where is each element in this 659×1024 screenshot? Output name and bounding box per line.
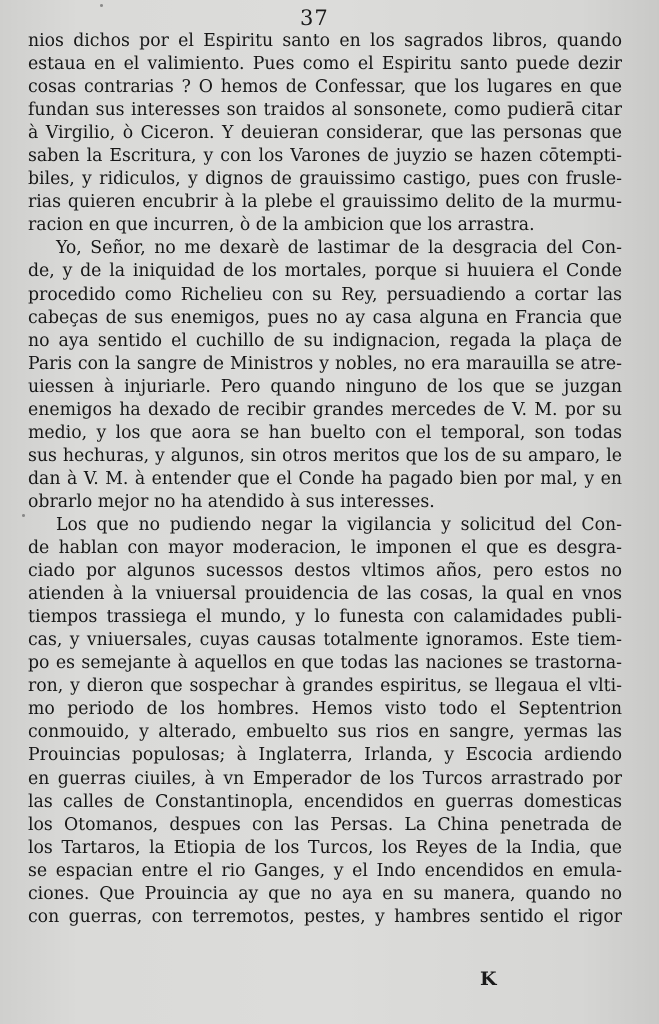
text-line: los Otomanos, despues con las Persas. La China penetrada de: [28, 814, 622, 835]
text-line: en guerras ciuiles, à vn Emperador de los Turcos arrastrado por: [28, 768, 622, 789]
text-line: se espacian entre el rio Ganges, y el Indo encendidos en emula-: [28, 860, 622, 881]
text-line: ron, y dieron que sospechar à grandes espiritus, se llegaua el vlti-: [28, 676, 622, 697]
text-line: con guerras, con terremotos, pestes, y hambres sentido el rigor: [28, 906, 622, 927]
text-line: enemigos ha dexado de recibir grandes mercedes de V. M. por su: [28, 399, 622, 420]
text-line: rias quieren encubrir à la plebe el grauissimo delito de la murmu-: [28, 192, 622, 213]
paper-speck: [22, 514, 25, 517]
text-line: sus hechuras, y algunos, sin otros meritos que los de su amparo, le: [28, 445, 622, 466]
text-line: cabeças de sus enemigos, pues no ay casa alguna en Francia que: [28, 307, 622, 328]
paper-speck: [100, 4, 103, 7]
text-line: los Tartaros, la Etiopia de los Turcos, los Reyes de la India, que: [28, 837, 622, 858]
text-line: racion en que incurren, ò de la ambicion que los arrastra.: [28, 215, 535, 236]
text-line: conmouido, y alterado, embuelto sus rios en sangre, yermas las: [28, 722, 622, 743]
text-line: de hablan con mayor moderacion, le imponen el que es desgra-: [28, 538, 622, 559]
paragraph-start-line: Yo, Señor, no me dexarè de lastimar de la desgracia del Con-: [56, 238, 622, 259]
text-line: cosas contrarias ? O hemos de Confessar, que los lugares en que: [28, 77, 622, 98]
catchword: K: [480, 968, 497, 990]
text-line: ciado por algunos sucessos destos vltimos años, pero estos no: [28, 561, 622, 582]
text-line: medio, y los que aora se han buelto con el temporal, son todas: [28, 422, 622, 443]
text-line: atienden à la vniuersal prouidencia de las cosas, la qual en vnos: [28, 584, 622, 605]
text-line: estaua en el valimiento. Pues como el Espiritu santo puede dezir: [28, 54, 622, 75]
text-line: ciones. Que Prouincia ay que no aya en su manera, quando no: [28, 883, 622, 904]
text-line: biles, y ridiculos, y dignos de grauissimo castigo, pues con frusle-: [28, 169, 622, 190]
text-line: mo periodo de los hombres. Hemos visto todo el Septentrion: [28, 699, 622, 720]
text-line: las calles de Constantinopla, encendidos en guerras domesticas: [28, 791, 622, 812]
paragraph-start-line: Los que no pudiendo negar la vigilancia y solicitud del Con-: [56, 514, 622, 535]
text-line: dan à V. M. à entender que el Conde ha pagado bien por mal, y en: [28, 468, 622, 489]
body-text: [28, 30, 622, 929]
text-line: po es semejante à aquellos en que todas las naciones se trastorna-: [28, 653, 622, 674]
text-line: tiempos trassiega el mundo, y lo funesta con calamidades publi-: [28, 607, 622, 628]
text-line: cas, y vniuersales, cuyas causas totalmente ignoramos. Este tiem-: [28, 630, 622, 651]
page-number: 37: [300, 6, 329, 30]
text-line: procedido como Richelieu con su Rey, persuadiendo a cortar las: [28, 284, 622, 305]
text-line: de, y de la iniquidad de los mortales, porque si huuiera el Conde: [28, 261, 622, 282]
text-line: nios dichos por el Espiritu santo en los sagrados libros, quando: [28, 31, 622, 51]
text-line: Paris con la sangre de Ministros y nobles, no era marauilla se atre-: [28, 353, 622, 374]
text-line: uiessen à injuriarle. Pero quando ninguno de los que se juzgan: [28, 376, 622, 397]
text-line: à Virgilio, ò Ciceron. Y deuieran considerar, que las personas que: [28, 123, 622, 144]
text-line: obrarlo mejor no ha atendido à sus interesses.: [28, 491, 435, 512]
text-line: Prouincias populosas; à Inglaterra, Irlanda, y Escocia ardiendo: [28, 745, 622, 766]
text-line: saben la Escritura, y con los Varones de juyzio se hazen cōtempti-: [28, 146, 622, 167]
text-line: fundan sus interesses son traidos al sonsonete, como pudierā citar: [28, 100, 622, 121]
text-line: no aya sentido el cuchillo de su indignacion, regada la plaça de: [28, 330, 622, 351]
